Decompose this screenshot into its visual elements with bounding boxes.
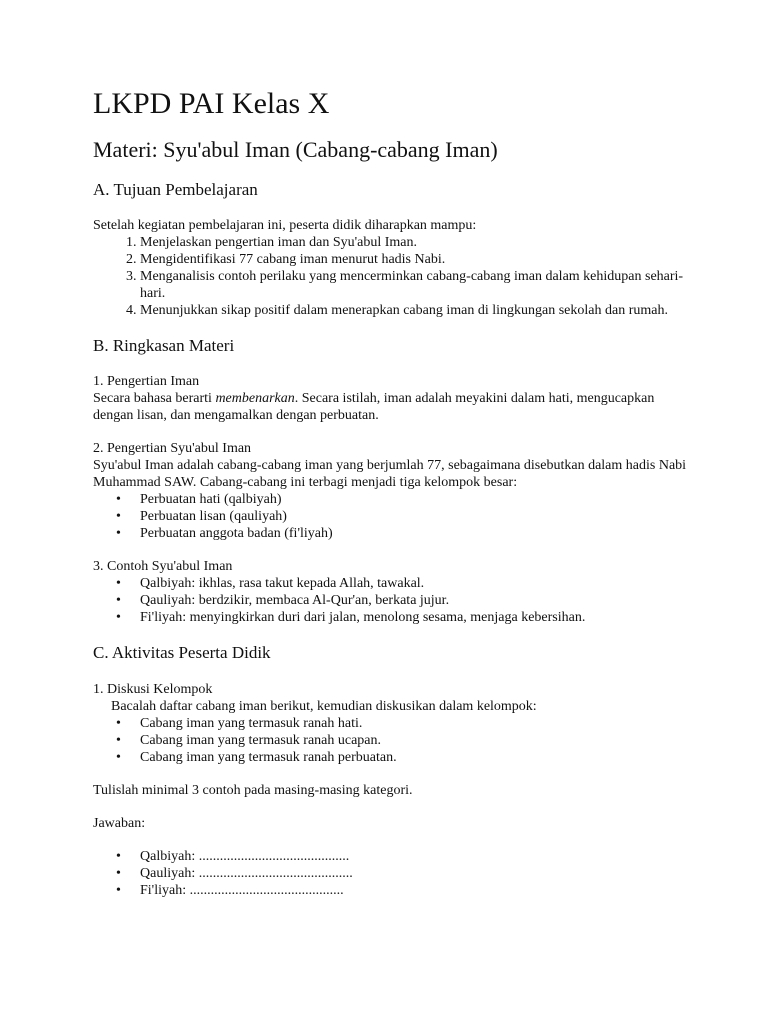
part-title: 1. Diskusi Kelompok xyxy=(93,681,213,697)
iman-groups-list xyxy=(93,491,688,542)
iman-examples-list xyxy=(93,575,688,626)
list-item: • Qauliyah: berdzikir, membaca Al-Qur'an, berkata jujur. xyxy=(140,592,688,609)
discussion-list xyxy=(93,715,688,766)
section-a-heading: A. Tujuan Pembelajaran xyxy=(93,179,258,199)
answer-list xyxy=(93,848,688,899)
document-subtitle: Materi: Syu'abul Iman (Cabang-cabang Iman) xyxy=(93,137,498,162)
answer-line: • Fi'liyah: ............................................ xyxy=(140,882,688,899)
answer-label: Jawaban: xyxy=(93,815,146,831)
list-item: • Perbuatan anggota badan (fi'liyah) xyxy=(140,525,688,542)
part-title: 1. Pengertian Iman xyxy=(93,374,200,390)
iman-definition xyxy=(93,390,688,424)
list-item: • Perbuatan hati (qalbiyah) xyxy=(140,491,688,508)
section-c-heading: C. Aktivitas Peserta Didik xyxy=(93,643,271,663)
list-item: • Qalbiyah: ikhlas, rasa takut kepada Allah, tawakal. xyxy=(140,575,688,592)
syuabul-iman-definition: Syu'abul Iman adalah cabang-cabang iman yang berjumlah 77, sebagaimana disebutkan dalam hadis Nabi Muhammad SAW. Cabang-cabang ini terbagi menjadi tiga kelompok besar: xyxy=(93,458,687,491)
definition-emphasis: membenarkan xyxy=(215,391,295,407)
part-title: 3. Contoh Syu'abul Iman xyxy=(93,559,233,575)
task-instruction: Tulislah minimal 3 contoh pada masing-masing kategori. xyxy=(93,782,413,798)
definition-text: Secara bahasa berarti xyxy=(93,391,216,407)
discussion-instruction: Bacalah daftar cabang iman berikut, kemudian diskusikan dalam kelompok: xyxy=(111,698,537,714)
list-item: • Cabang iman yang termasuk ranah ucapan. xyxy=(140,732,688,749)
list-item: • Cabang iman yang termasuk ranah perbuatan. xyxy=(140,749,688,766)
section-b-heading: B. Ringkasan Materi xyxy=(93,335,235,355)
list-item: • Fi'liyah: menyingkirkan duri dari jalan, menolong sesama, menjaga kebersihan. xyxy=(140,609,688,626)
answer-line: • Qalbiyah: ........................................... xyxy=(140,848,688,865)
answer-line: • Qauliyah: ............................................ xyxy=(140,865,688,882)
definition-text: . Secara istilah, iman adalah meyakini dalam hati, mengucapkan dengan lisan, dan mengamalkan dengan perbuatan. xyxy=(93,391,655,424)
list-item: • Perbuatan lisan (qauliyah) xyxy=(140,508,688,525)
objective-item: 1. Menjelaskan pengertian iman dan Syu'abul Iman. xyxy=(140,234,688,251)
objective-item: 3. Menganalisis contoh perilaku yang mencerminkan cabang-cabang iman dalam kehidupan sehari-hari. xyxy=(140,268,688,302)
document-title: LKPD PAI Kelas X xyxy=(93,87,330,120)
objective-item: 4. Menunjukkan sikap positif dalam menerapkan cabang iman di lingkungan sekolah dan rumah. xyxy=(140,302,688,319)
section-a-intro: Setelah kegiatan pembelajaran ini, peserta didik diharapkan mampu: xyxy=(93,217,477,233)
list-item: • Cabang iman yang termasuk ranah hati. xyxy=(140,715,688,732)
part-title: 2. Pengertian Syu'abul Iman xyxy=(93,441,252,457)
objective-item: 2. Mengidentifikasi 77 cabang iman menurut hadis Nabi. xyxy=(140,251,688,268)
learning-objectives-list xyxy=(93,234,688,319)
